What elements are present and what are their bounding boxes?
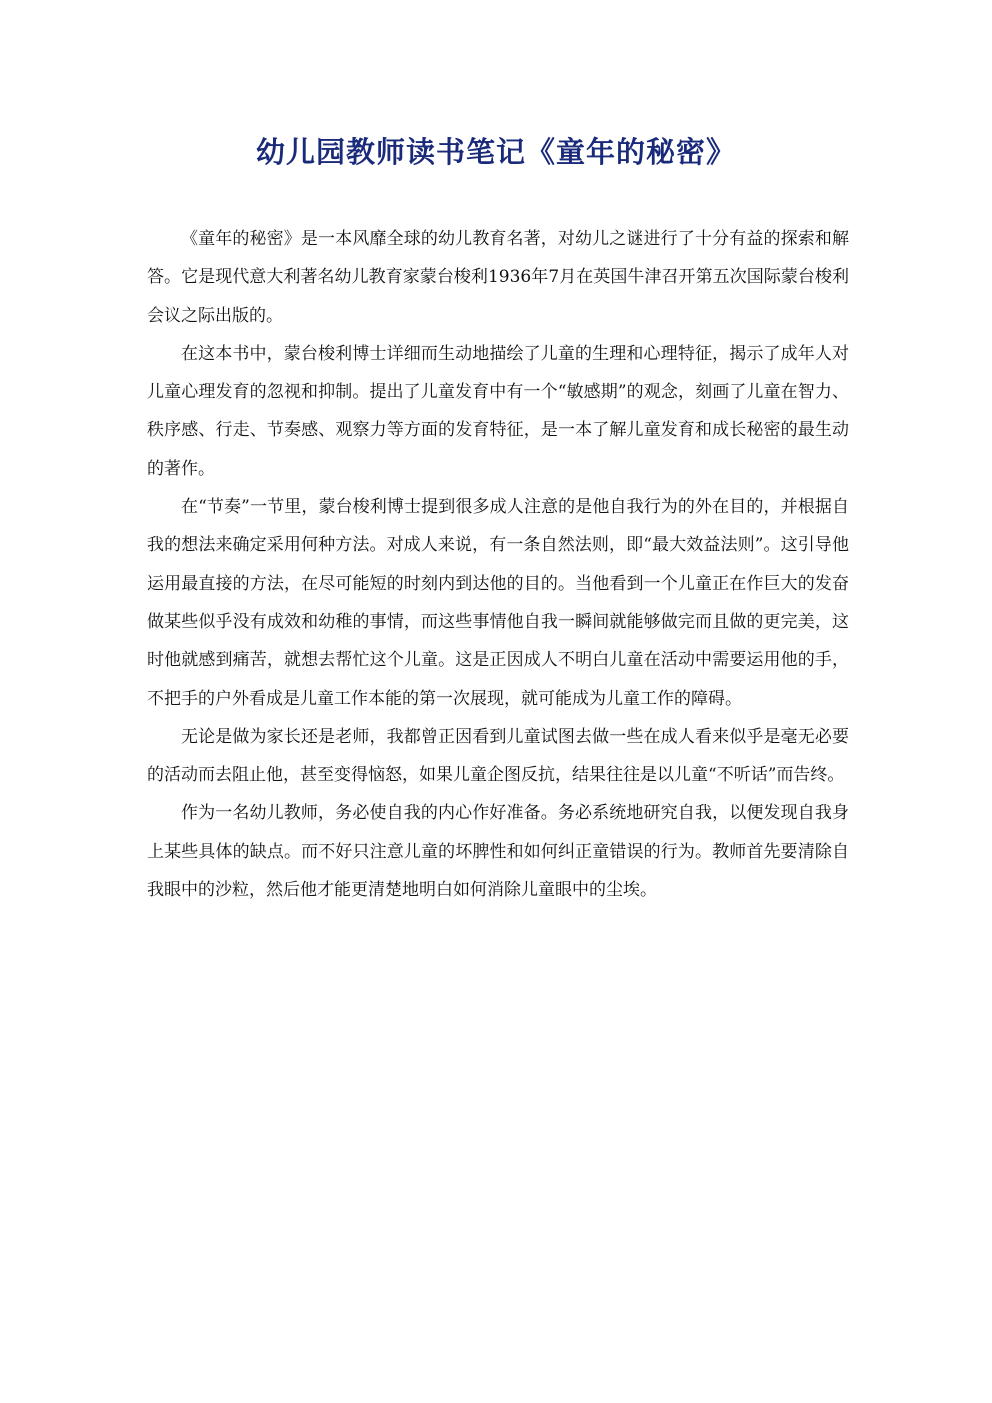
- paragraph-book-content: 在这本书中，蒙台梭利博士详细而生动地描绘了儿童的生理和心理特征，揭示了成年人对儿童心理发育的忽视和抑制。提出了儿童发育中有一个“敏感期”的观念，刻画了儿童在智力、秩序感、行走、节奏感、观察力等方面的发育特征，是一本了解儿童发育和成长秘密的最生动的著作。: [147, 343, 849, 479]
- paragraph-intro: 《童年的秘密》是一本风靡全球的幼儿教育名著，对幼儿之谜进行了十分有益的探索和解答。它是现代意大利著名幼儿教育家蒙台梭利1936年7月在英国牛津召开第五次国际蒙台梭利会议之际出版的。: [147, 229, 849, 326]
- paragraph-rhythm: 在“节奏”一节里，蒙台梭利博士提到很多成人注意的是他自我行为的外在目的，并根据自我的想法来确定采用何种方法。对成人来说，有一条自然法则，即“最大效益法则”。这引导他运用最直接的方法，在尽可能短的时刻内到达他的目的。当他看到一个儿童正在作巨大的发奋做某些似乎没有成效和幼稚的事情，而这些事情他自我一瞬间就能够做完而且做的更完美，这时他就感到痛苦，就想去帮忙这个儿童。这是正因成人不明白儿童在活动中需要运用他的手，不把手的户外看成是儿童工作本能的第一次展现，就可能成为儿童工作的障碍。: [147, 497, 849, 709]
- document-body: [147, 220, 849, 909]
- document-title: 幼儿园教师读书笔记《童年的秘密》: [255, 135, 736, 169]
- paragraph-reflection: 无论是做为家长还是老师，我都曾正因看到儿童试图去做一些在成人看来似乎是毫无必要的活动而去阻止他，甚至变得恼怒，如果儿童企图反抗，结果往往是以儿童“不听话”而告终。: [147, 726, 849, 786]
- paragraph-teacher: 作为一名幼儿教师，务必使自我的内心作好准备。务必系统地研究自我，以便发现自我身上某些具体的缺点。而不好只注意儿童的坏脾性和如何纠正童错误的行为。教师首先要清除自我眼中的沙粒，然后他才能更清楚地明白如何消除儿童眼中的尘埃。: [147, 803, 849, 901]
